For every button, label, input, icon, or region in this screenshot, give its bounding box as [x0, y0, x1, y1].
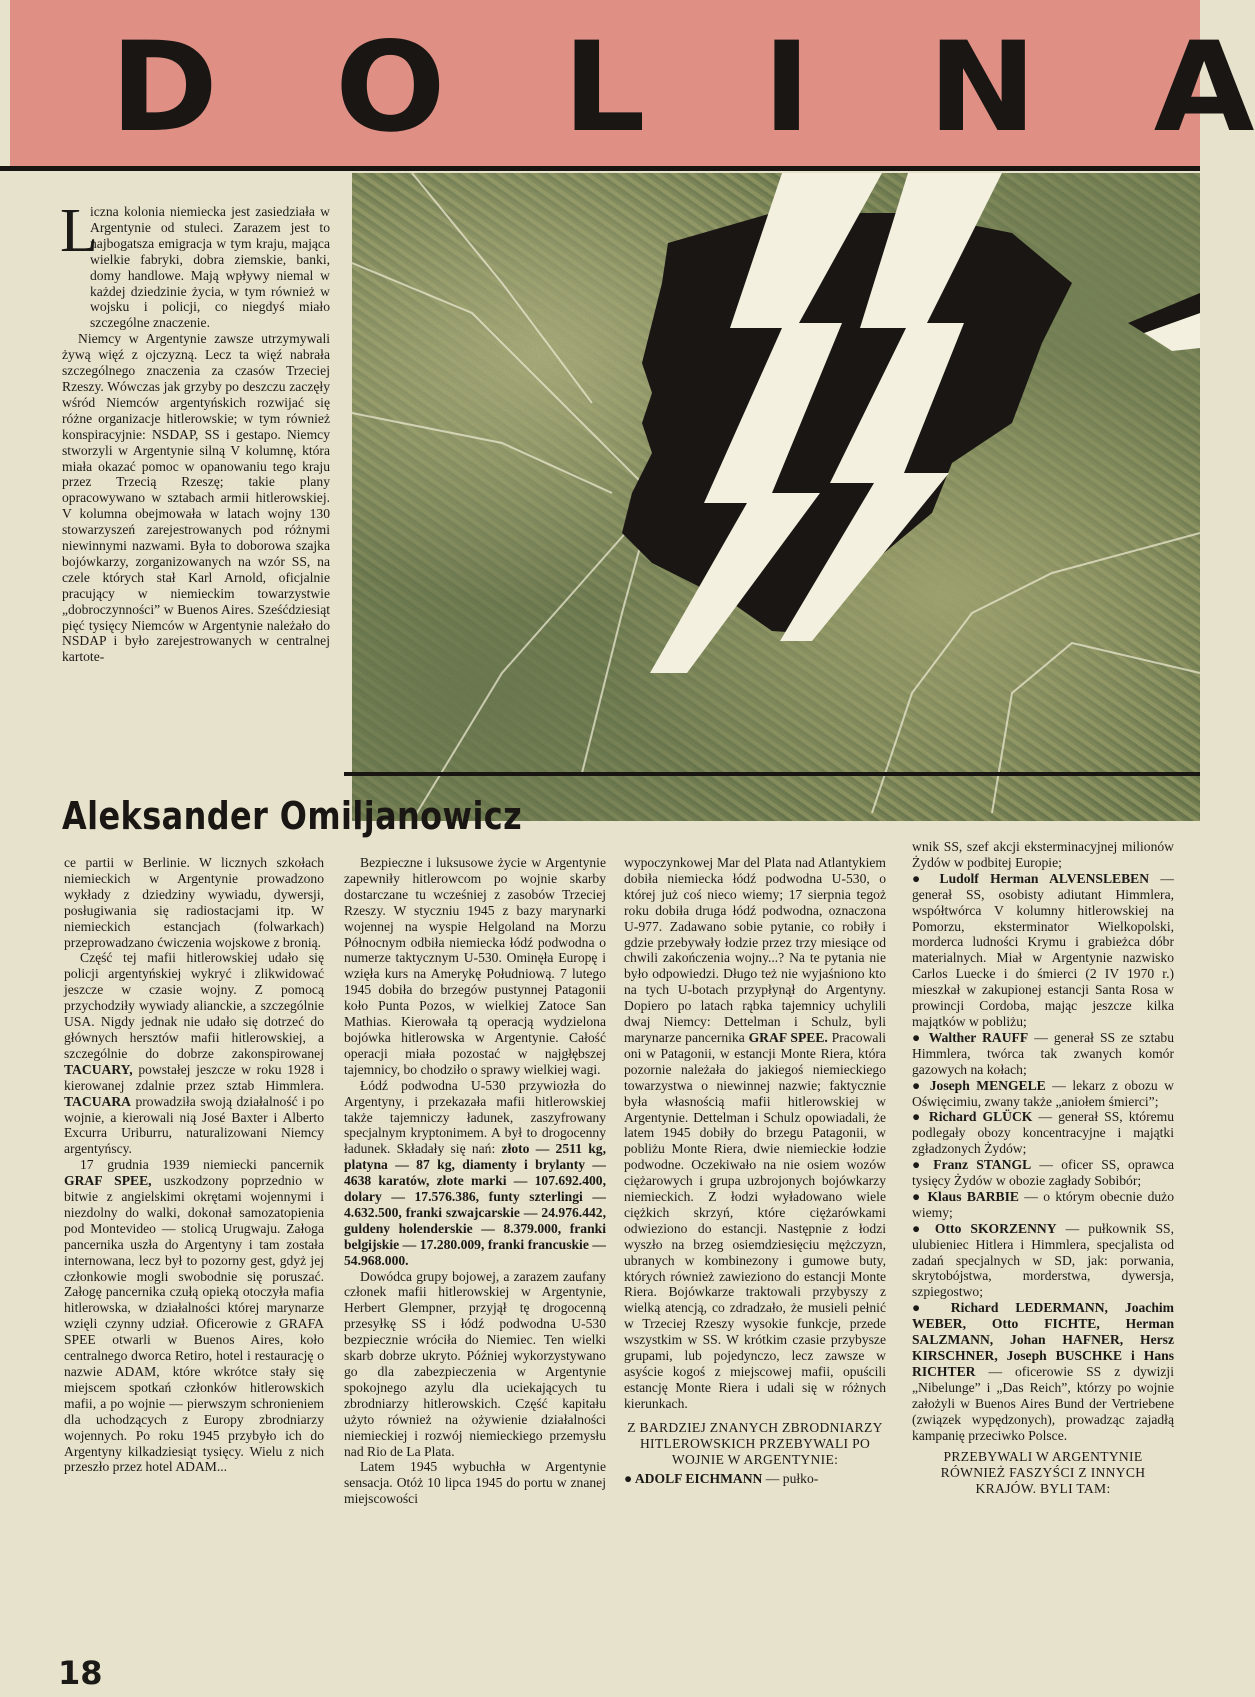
paragraph: iczna kolonia niemiecka jest zasiedziała w Argentynie od stuleci. Zarazem jest to najbogatsza emigracja w tym kraju, mająca wielkie fabryki, dobra ziemskie, banki, domy handlowe. Mają wpływy niemal w każdej dziedzinie życia, w tym również w wojsku i policji, co niegdyś miało szczególne znaczenie.	[90, 204, 330, 331]
text-run: — generał SS, osobisty adiutant Himmlera, współtwórca V kolumny hitlerowskiej na Pomorzu, eksterminator Wielkopolski, morderca ludności Krymu i grabieżca dóbr materialnych. Miał w Argentynie nazwisko Carlos Luecke i do śmierci (2 IV 1970 r.) mieszkał w zakupionej estancji Santa Rosa w prowincji Cordoba, mając jeszcze kilka majątków w pobliżu;	[912, 870, 1174, 1029]
bold-run: ● Ludolf Herman ALVENSLEBEN	[912, 870, 1150, 886]
title-letter: A	[1153, 16, 1255, 160]
bold-run: ● Klaus BARBIE	[912, 1188, 1019, 1204]
bold-run: ● Richard GLÜCK	[912, 1109, 1033, 1125]
title-banner	[10, 0, 1255, 166]
text-column-3	[624, 855, 886, 1487]
list-item	[912, 871, 1174, 1030]
bold-run: TACUARA	[64, 1093, 131, 1109]
paragraph	[64, 1157, 324, 1475]
illustration-divider	[344, 772, 1200, 776]
text-column-2	[344, 855, 606, 1507]
bold-run: ● Walther RAUFF	[912, 1029, 1029, 1045]
list-item	[912, 1157, 1174, 1189]
page-number: 18	[58, 1654, 103, 1692]
bold-run: ● Otto SKORZENNY	[912, 1220, 1057, 1236]
title-letter: O	[334, 16, 446, 160]
list-item	[912, 1300, 1174, 1443]
text-run: powstałej jeszcze w roku 1928 i kierowanej zdalnie przez sztab Himmlera.	[64, 1061, 324, 1093]
list-item	[912, 1109, 1174, 1157]
paragraph	[624, 855, 886, 1412]
text-run: Pracowali oni w Patagonii, w estancji Monte Riera, która pozornie należała do jakiegoś niemieckiego towarzystwa o niewinnej nazwie; faktycznie była własnością mafii hitlerowskiej w Argentynie. Dettelman i Schulz opowiadali, że latem 1945 dobiły do brzegu Patagonii, w pobliżu Monte Riera, dwie niemieckie łodzie podwodne. Oczekiwało na nie osiem wozów ciężarowych i grupa uzbrojonych bojówkarzy niemieckich. Z łodzi wyładowano wiele ciężkich skrzyń, które ciężarówkami odwieziono do estancji. Następnie z łodzi wyszło na brzeg osiemdziesięciu mężczyzn, ubranych w kombinezony i gumowe buty, których również zawieziono do estancji Monte Riera. Bojówkarze traktowali przybyszy z wielką atencją, co zdradzało, że musieli pełnić w Trzeciej Rzeszy wysokie funkcje, przede wszystkim w SS. W krótkim czasie przybysze grupami, lub pojedynczo, lecz zawsze w asyście kogoś z miejscowej mafii, opuścili estancję Monte Riera i udali się w różnych kierunkach.	[624, 1029, 886, 1411]
text-run: prowadziła swoją działalność i po wojnie, a kierowali nią José Baxter i Alberto Excurra Uriburru, naturalizowani Niemcy argentyńscy.	[64, 1093, 324, 1157]
text-run: Łódź podwodna U-530 przywiozła do Argentyny, i przekazała mafii hitlerowskiej także tajemniczy ładunek, zaszyfrowany specjalnym kryptonimem. A był to drogocenny ładunek. Składały się nań:	[344, 1077, 606, 1157]
caps-heading: Z BARDZIEJ ZNANYCH ZBRODNIARZY HITLEROWSKICH PRZEBYWALI PO WOJNIE W ARGENTYNIE:	[627, 1419, 883, 1467]
text-run: — pułko-	[765, 1471, 819, 1487]
title-letter: L	[562, 16, 646, 160]
text-run: — generał SS, któremu podlegały obozy koncentracyjne i majątki zgładzonych Żydów;	[912, 1109, 1175, 1157]
list-item	[912, 1030, 1174, 1078]
bold-run: ● Franz STANGL	[912, 1157, 1032, 1173]
paragraph	[344, 1078, 606, 1269]
text-run: — o którym obecnie dużo wiemy;	[912, 1188, 1174, 1220]
bold-run: ● ADOLF EICHMANN	[624, 1471, 763, 1487]
banner-divider	[0, 166, 1200, 171]
text-run: — oficer SS, oprawca tysięcy Żydów w obozie zagłady Sobibór;	[912, 1157, 1174, 1189]
text-column-1	[64, 855, 324, 1475]
bold-run: TACUARY,	[64, 1061, 133, 1077]
drop-cap: L	[60, 197, 98, 265]
text-run: uszkodzony poprzednio w bitwie z angielskimi okrętami wojennymi i niezdolny do walki, dokonał samozatopienia pod Montevideo — stolicą Urugwaju. Załoga pancernika uszła do Argentyny i tam została internowana, lecz był to pozorny gest, gdyż jej członkowie mogli swobodnie się poruszać. Załogę pancernika czułą opieką otoczyła mafia hitlerowska, w działalności której marynarze wzięli czynny udział. Oficerowie z GRAFA SPEE otwarli w Buenos Aires, koło centralnego dworca Retiro, hotel i restaurację o nazwie ADAM, które wkrótce stały się miejscem spotkań członków hitlerowskich mafii, a po wojnie — pierwszym schronieniem dla uchodzących z Europy zbrodniarzy wojennych. Po roku 1945 przybyło ich do Argentyny kilkadziesiąt tysięcy. Wielu z nich przeszło przez hotel ADAM...	[64, 1173, 324, 1475]
page-title	[110, 16, 1255, 160]
author-byline: Aleksander Omiljanowicz	[62, 794, 523, 838]
text-run: — lekarz z obozu w Oświęcimiu, zwany także „aniołem śmierci”;	[912, 1077, 1174, 1109]
paragraph	[624, 1471, 886, 1487]
paragraph: Latem 1945 wybuchła w Argentynie sensacja. Otóż 10 lipca 1945 do portu w znanej miejscowości	[344, 1459, 606, 1507]
text-run: wypoczynkowej Mar del Plata nad Atlantykiem dobiła niemiecka łódź podwodna U-530, o której już coś nieco wiemy; 17 sierpnia tegoż roku dobiła druga łódź podwodna, oznaczona U-977. Zadawano sobie pytanie, co robiły i gdzie przebywały łodzie przez trzy miesiące od chwili zakończenia wojny...? Na te pytania nie było odpowiedzi. Długo też nie wyjaśniono kto na tych U-botach przypłynął do Argentyny. Dopiero po latach rąbka tajemnicy uchylili dwaj Niemcy: Dettelman i Schulz, byli marynarze pancernika	[624, 855, 886, 1045]
bold-run: ● Richard LEDERMANN, Joachim WEBER, Otto FICHTE, Herman SALZMANN, Johan HAFNER, Hersz KIRSCHNER, Joseph BUSCHKE i Hans RICHTER	[912, 1300, 1174, 1379]
intro-column	[62, 204, 330, 665]
list-item	[912, 1221, 1174, 1301]
paragraph	[64, 950, 324, 1157]
text-run: 17 grudnia 1939 niemiecki pancernik	[80, 1157, 324, 1173]
text-run: — generał SS ze sztabu Himmlera, twórca tak zwanych komór gazowych na kołach;	[912, 1029, 1174, 1077]
caps-heading: PRZEBYWALI W ARGENTYNIE RÓWNIEŻ FASZYŚCI Z INNYCH KRAJÓW. BYLI TAM:	[940, 1449, 1146, 1497]
bold-run: ● Joseph MENGELE	[912, 1077, 1046, 1093]
ss-runes-illustration	[352, 173, 1200, 821]
list-item	[912, 1189, 1174, 1221]
paragraph: Bezpieczne i luksusowe życie w Argentynie zapewniły hitlerowcom po wojnie skarby dostarczane tu wcześniej z zasobów Trzeciej Rzeszy. W styczniu 1945 z bazy marynarki wojennej na wyspie Helgoland na Morzu Północnym odbiła niemiecka łódź podwodna o numerze taktycznym U-530. Ominęła Europę i wzięła kurs na Amerykę Południową. 7 lutego 1945 dobiła do brzegów pustynnej Patagonii koło Punta Pozos, w wielkiej Zatoce San Mathias. Kierowała tą operacją wydzielona bojówka hitlerowska w Argentynie. Całość operacji miała pozostać w najgłębszej tajemnicy, bo chodziło o sprawy wielkiej wagi.	[344, 855, 606, 1077]
text-column-4	[912, 839, 1174, 1497]
paragraph: Niemcy w Argentynie zawsze utrzymywali żywą więź z ojczyzną. Lecz ta więź nabrała szczególnego znaczenia za czasów Trzeciej Rzeszy. Wówczas jak grzyby po deszczu zaczęły wśród Niemców argentyńskich rozwijać się różne organizacje hitlerowskie; w tym również konspiracyjnie: NSDAP, SS i gestapo. Niemcy stworzyli w Argentynie silną V kolumnę, która miała okazać pomoc w opanowaniu tego kraju przez Trzecią Rzeszę; takie plany opracowywano w sztabach armii hitlerowskiej. V kolumna obejmowała w latach wojny 130 stowarzyszeń zarejestrowanych pod różnymi niewinnymi nazwami. Była to doborowa szajka bojówkarzy, zorganizowanych na wzór SS, na czele których stał Karl Arnold, oficjalnie pracujący w niemieckim towarzystwie „dobroczynności” w Buenos Aires. Sześćdziesiąt pięć tysięcy Niemców w Argentynie należało do NSDAP i było zarejestrowanych w centralnej kartote-	[62, 331, 330, 665]
paragraph: wnik SS, szef akcji eksterminacyjnej milionów Żydów w podbitej Europie;	[912, 839, 1174, 870]
title-letter: D	[110, 16, 219, 160]
list-item	[912, 1078, 1174, 1110]
illustration-svg	[352, 173, 1200, 821]
title-letter: I	[762, 16, 811, 160]
bold-run: GRAF SPEE.	[748, 1029, 828, 1045]
paragraph: ce partii w Berlinie. W licznych szkołach niemieckich w Argentynie prowadzono wykłady z dziedziny wywiadu, dywersji, posługiwania się radiostacjami itp. W niemieckich estancjach (folwarkach) przeprowadzano ćwiczenia wojskowe z bronią.	[64, 855, 324, 950]
text-run: Część tej mafii hitlerowskiej udało się policji argentyńskiej wykryć i zlikwidować jeszcze w czasie wojny. Z pomocą przychodziły wywiady alianckie, a szczególnie USA. Nigdy jednak nie udało się dotrzeć do głównych hersztów mafii hitlerowskiej, a szczególnie do dobrze zakonspirowanej	[64, 950, 324, 1061]
bold-run: GRAF SPEE,	[64, 1173, 152, 1189]
paragraph: Dowódca grupy bojowej, a zarazem zaufany członek mafii hitlerowskiej w Argentynie, Herbert Glempner, przyjął tę drogocenną przesyłkę SS i łódź podwodna U-530 bezpiecznie wróciła do Niemiec. Ten wielki skarb dobrze ukryto. Później wykorzystywano go dla zabezpieczenia w Argentynie spokojnego azylu dla uciekających tu zbrodniarzy hitlerowskich. Część kapitału użyto również na ożywienie działalności niemieckiej i rozwój niemieckiego przemysłu nad Rio de La Plata.	[344, 1268, 606, 1459]
text-run: — pułkownik SS, ulubieniec Hitlera i Himmlera, specjalista od zadań specjalnych w SD, jak: porwania, skrytobójstwa, morderstwa, dywersja, szpiegostwo;	[912, 1220, 1174, 1300]
bold-run: złoto — 2511 kg, platyna — 87 kg, diamenty i brylanty — 4638 karatów, złote marki — 107.692.400, dolary — 17.576.386, funty szterlingi — 4.632.500, franki szwajcarskie — 24.976.442, guldeny holenderskie — 8.379.000, franki belgijskie — 17.280.009, franki francuskie — 54.968.000.	[344, 1141, 607, 1268]
title-letter: N	[927, 16, 1037, 160]
text-run: — oficerowie SS z dywizji „Nibelunge” i „Das Reich”, którzy po wojnie założyli w Buenos Aires Bund der Vertriebene (związek wypędzonych), prowadząc zajadłą kampanię przeciwko Polsce.	[912, 1363, 1174, 1443]
